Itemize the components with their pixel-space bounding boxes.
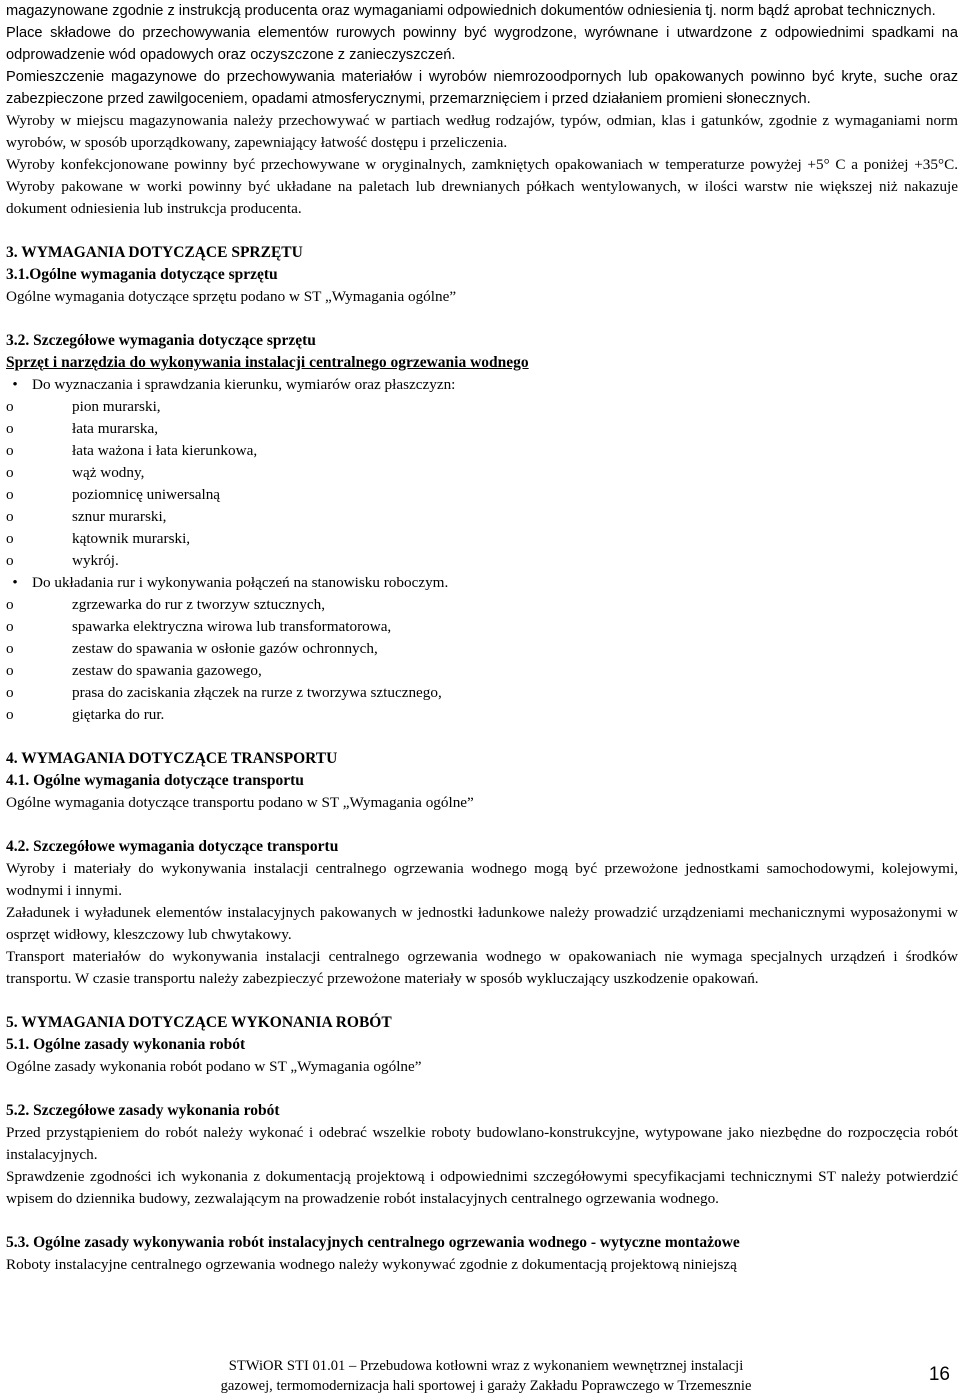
sublist-item-label: kątownik murarski, [72, 530, 191, 547]
sublist-item-label: poziomnicę uniwersalną [72, 486, 221, 503]
section-5-title: 5. WYMAGANIA DOTYCZĄCE WYKONANIA ROBÓT [6, 1014, 392, 1031]
section-5-3-paragraph-1: Roboty instalacyjne centralnego ogrzewania wodnego należy wykonywać zgodnie z dokumentacją projektową niniejszą [6, 1256, 737, 1273]
page-footer [6, 1356, 958, 1396]
sublist-item-label: zestaw do spawania w osłonie gazów ochronnych, [72, 640, 378, 657]
section-5-1-text: Ogólne zasady wykonania robót podano w ST „Wymagania ogólne” [6, 1058, 422, 1075]
circle-bullet-icon: o [6, 552, 14, 569]
sublist-item-label: pion murarski, [72, 398, 161, 415]
sublist-item [6, 484, 932, 506]
sublist-item-label: łata ważona i łata kierunkowa, [72, 442, 258, 459]
circle-bullet-icon: o [6, 618, 14, 635]
circle-bullet-icon: o [6, 442, 14, 459]
sublist-item [6, 396, 932, 418]
section-3-2-subtitle: Sprzęt i narzędzia do wykonywania instalacji centralnego ogrzewania wodnego [6, 354, 529, 371]
sublist-item-label: wąż wodny, [72, 464, 145, 481]
sublist-item-label: zestaw do spawania gazowego, [72, 662, 262, 679]
circle-bullet-icon: o [6, 596, 14, 613]
list-item [6, 572, 958, 726]
list-item [6, 374, 958, 572]
circle-bullet-icon: o [6, 706, 14, 723]
list-item-label: Do układania rur i wykonywania połączeń na stanowisku roboczym. [32, 574, 449, 591]
sublist-item [6, 462, 932, 484]
sublist-item [6, 440, 932, 462]
circle-bullet-icon: o [6, 684, 14, 701]
section-5-2-paragraph-1: Przed przystąpieniem do robót należy wykonać i odebrać wszelkie roboty budowlano-konstrukcyjne, wytypowane jako niezbędne do rozpoczęcia robót instalacyjnych. [6, 1124, 958, 1163]
section-3-title: 3. WYMAGANIA DOTYCZĄCE SPRZĘTU [6, 244, 303, 261]
sublist-item-label: spawarka elektryczna wirowa lub transformatorowa, [72, 618, 392, 635]
circle-bullet-icon: o [6, 530, 14, 547]
sublist-item [6, 506, 932, 528]
sublist-item [6, 616, 932, 638]
sublist-item [6, 550, 932, 572]
sublist-item-label: sznur murarski, [72, 508, 167, 525]
sublist-item [6, 418, 932, 440]
circle-bullet-icon: o [6, 420, 14, 437]
paragraph-storage-packaged: Wyroby konfekcjonowane powinny być przechowywane w oryginalnych, zamkniętych opakowaniach w temperaturze powyżej +5° C a poniżej +35°C. Wyroby pakowane w worki powinny być układane na paletach lub drewnianych półkach wentylowanych, w ilości warstw nie większej niż nakazuje dokument odniesienia lub instrukcja producenta. [6, 156, 958, 217]
circle-bullet-icon: o [6, 486, 14, 503]
paragraph-storage-intro: magazynowane zgodnie z instrukcją producenta oraz wymaganiami odpowiednich dokumentów odniesienia tj. norm bądź aprobat technicznych. [6, 3, 936, 19]
section-3-1-text: Ogólne wymagania dotyczące sprzętu podano w ST „Wymagania ogólne” [6, 288, 457, 305]
circle-bullet-icon: o [6, 640, 14, 657]
section-4-1-title: 4.1. Ogólne wymagania dotyczące transportu [6, 772, 304, 789]
section-5-2-title: 5.2. Szczegółowe zasady wykonania robót [6, 1102, 280, 1119]
section-4-2-paragraph-3: Transport materiałów do wykonywania instalacji centralnego ogrzewania wodnego w opakowaniach nie wymaga specjalnych urządzeń i środków transportu. W czasie transportu należy zabezpieczyć przewożone materiały w sposób wykluczający uszkodzenie opakowań. [6, 948, 958, 987]
section-4-2-title: 4.2. Szczegółowe wymagania dotyczące transportu [6, 838, 339, 855]
sublist-item [6, 704, 932, 726]
sublist-measuring-tools [6, 396, 958, 572]
section-4-title: 4. WYMAGANIA DOTYCZĄCE TRANSPORTU [6, 750, 338, 767]
sublist-item [6, 594, 932, 616]
section-4-1-text: Ogólne wymagania dotyczące transportu podano w ST „Wymagania ogólne” [6, 794, 474, 811]
bullet-icon: • [12, 574, 18, 591]
paragraph-storage-batches: Wyroby w miejscu magazynowania należy przechowywać w partiach według rodzajów, typów, odmian, klas i gatunków, zgodnie z wymaganiami norm wyrobów, w sposób uporządkowany, zapewniający łatwość dostępu i przeliczenia. [6, 112, 958, 151]
sublist-item [6, 528, 932, 550]
circle-bullet-icon: o [6, 508, 14, 525]
paragraph-storage-rooms: Pomieszczenie magazynowe do przechowywania materiałów i wyrobów niemrozoodpornych lub opakowanych powinno być kryte, suche oraz zabezpieczone przed zawilgoceniem, opadami atmosferycznymi, przemarznięciem i przed działaniem promieni słonecznych. [6, 69, 958, 107]
sublist-item [6, 682, 932, 704]
circle-bullet-icon: o [6, 662, 14, 679]
sublist-item [6, 660, 932, 682]
sublist-item-label: zgrzewarka do rur z tworzyw sztucznych, [72, 596, 326, 613]
sublist-item-label: łata murarska, [72, 420, 159, 437]
circle-bullet-icon: o [6, 464, 14, 481]
bullet-icon: • [12, 376, 18, 393]
sublist-item-label: prasa do zaciskania złączek na rurze z tworzywa sztucznego, [72, 684, 442, 701]
footer-line-2: gazowej, termomodernizacja hali sportowej i garaży Zakładu Poprawczego w Trzemesznie [220, 1378, 752, 1394]
document-page [6, 0, 958, 1394]
section-4-2-paragraph-1: Wyroby i materiały do wykonywania instalacji centralnego ogrzewania wodnego mogą być przewożone jednostkami samochodowymi, kolejowymi, wodnymi i innymi. [6, 860, 958, 899]
list-item-label: Do wyznaczania i sprawdzania kierunku, wymiarów oraz płaszczyzn: [32, 376, 456, 393]
section-4-2-paragraph-2: Załadunek i wyładunek elementów instalacyjnych pakowanych w jednostki ładunkowe należy prowadzić urządzeniami mechanicznymi wyposażonymi w osprzęt widłowy, kleszczowy lub chwytakowy. [6, 904, 958, 943]
sublist-item [6, 638, 932, 660]
circle-bullet-icon: o [6, 398, 14, 415]
section-5-2-paragraph-2: Sprawdzenie zgodności ich wykonania z dokumentacją projektową i odpowiednimi szczegółowymi specyfikacjami technicznymi ST należy potwierdzić wpisem do dziennika budowy, zezwalającym na prowadzenie robót instalacyjnych centralnego ogrzewania wodnego. [6, 1168, 958, 1207]
sublist-pipe-tools [6, 594, 958, 726]
paragraph-storage-yards: Place składowe do przechowywania elementów rurowych powinny być wygrodzone, wyrównane i utwardzone z odpowiednimi spadkami na odprowadzenie wód opadowych oraz oczyszczone z zanieczyszczeń. [6, 25, 958, 63]
page-number: 16 [928, 1364, 950, 1385]
section-5-1-title: 5.1. Ogólne zasady wykonania robót [6, 1036, 246, 1053]
section-3-1-title: 3.1.Ogólne wymagania dotyczące sprzętu [6, 266, 278, 283]
section-3-2-title: 3.2. Szczegółowe wymagania dotyczące sprzętu [6, 332, 316, 349]
sublist-item-label: giętarka do rur. [72, 706, 165, 723]
section-5-3-title: 5.3. Ogólne zasady wykonywania robót instalacyjnych centralnego ogrzewania wodnego - wytyczne montażowe [6, 1234, 740, 1251]
equipment-list [6, 374, 958, 726]
sublist-item-label: wykrój. [72, 552, 119, 569]
footer-line-1: STWiOR STI 01.01 – Przebudowa kotłowni wraz z wykonaniem wewnętrznej instalacji [228, 1358, 744, 1374]
